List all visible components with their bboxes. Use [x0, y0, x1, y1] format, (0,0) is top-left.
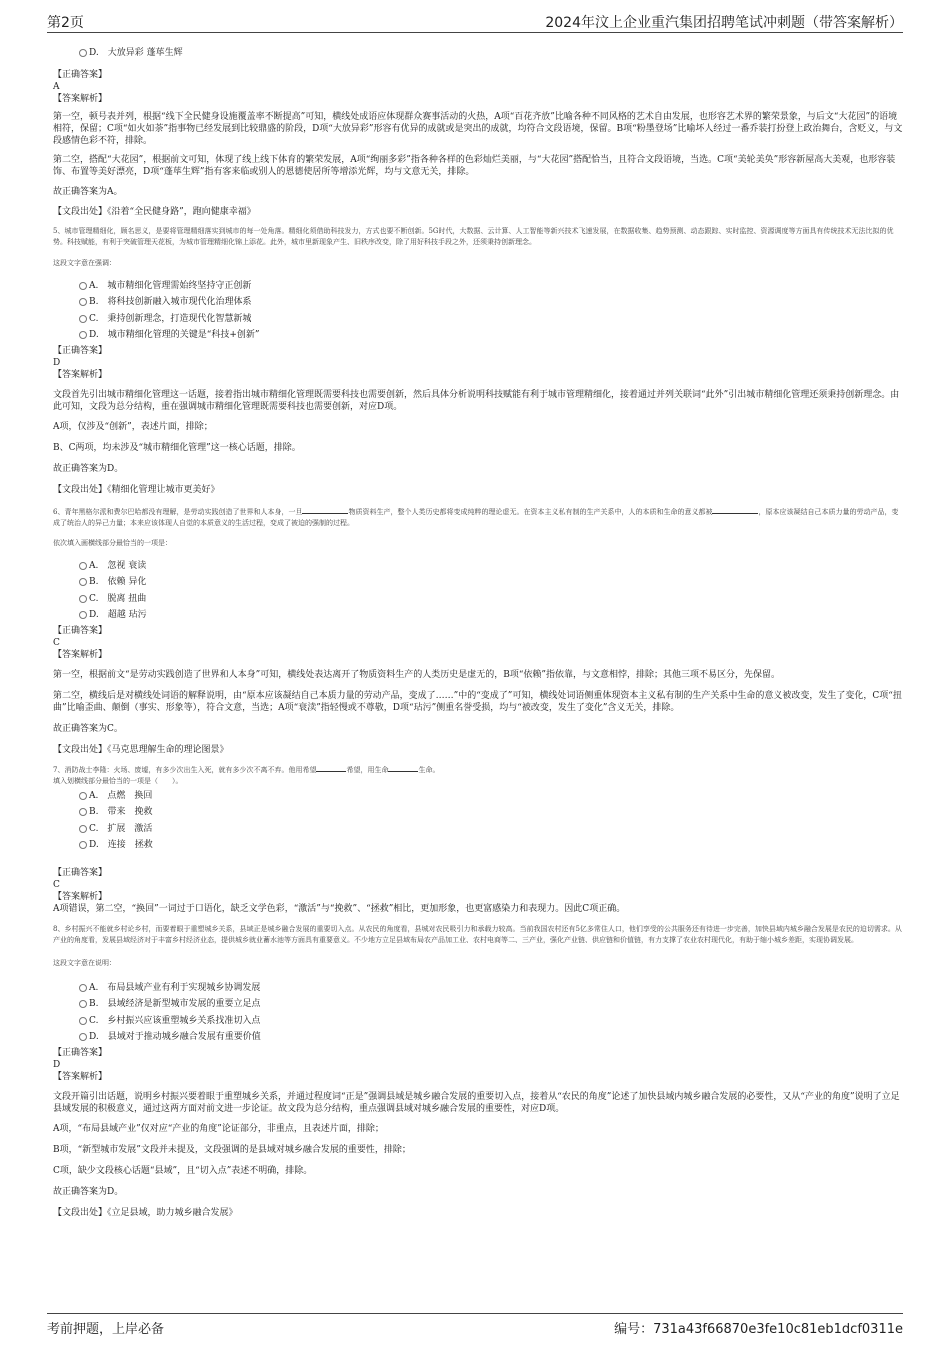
q6-answer-label: 【正确答案】 [53, 625, 108, 636]
fill-blank [302, 506, 348, 514]
q8-analysis-5: 故正确答案为D。 [53, 1186, 124, 1197]
radio-icon[interactable] [79, 808, 87, 816]
q6-analysis-3: 故正确答案为C。 [53, 723, 123, 734]
radio-icon[interactable] [79, 1033, 87, 1041]
q7-option-c[interactable]: C. 扩展 激活 [53, 822, 903, 839]
radio-icon[interactable] [79, 1017, 87, 1025]
q4-answer-label: 【正确答案】 [53, 69, 108, 80]
q8-analysis-1: 文段开篇引出话题，说明乡村振兴要着眼于重塑城乡关系，并通过程度词“正是”强调县域是城乡融合发展的重要切入点，接着从“农民的角度”论述了加快县域内城乡融合发展的必要性，又从“产业的角度”说明了立足县域发展的积极意义，通过这两方面对前文进一步论证。故文段为总分结构，重点强调县域对城乡融合发展的重要性，对应D项。 [53, 1091, 900, 1114]
radio-icon[interactable] [79, 611, 87, 619]
radio-icon[interactable] [79, 595, 87, 603]
q7-analysis-1: A项错误，第二空，“换回”一词过于口语化，缺乏文学色彩，“激活”与“挽救”、“拯救”相比，更加形象，也更富感染力和表现力。因此C项正确。 [53, 903, 626, 914]
q6-analysis-2: 第二空，横线后是对横线处词语的解释说明，由“原本应该凝结自己本质力量的劳动产品，变成了……”中的“变成了”可知，横线处词语侧重体现资本主义私有制的生产关系中生命的意义被改变，发生了变化，C项“扭曲”比喻歪曲、颠倒（事实、形象等），符合文意，当选；A项“衰渎”指轻慢或不尊敬，D项“玷污”侧重名誉受损，均与“被改变，发生了变化”含义无关，排除。 [53, 690, 902, 713]
q4-option-d[interactable]: D. 大放异彩 蓬荜生辉 [53, 46, 903, 63]
q5-stem: 5、城市管理精细化，顾名思义，是要将管理精细落实到城市的每一处角落。精细化须借助科技发力，方式也要不断创新。5G时代，大数据、云计算、人工智能等新兴技术飞速发展，在数据收集、趋势预测、动态跟踪、实时监控、资源调度等方面具有传统技术无法比拟的优势。科技赋能，有利于突破管理天花板，为城市管理精细化锦上添花。此外，城市里新现象产生、旧秩序改变，除了用好科技手段之外，还须秉持创新理念。 [53, 226, 894, 246]
q4-analysis-2: 第二空，搭配“大花园”，根据前文可知，体现了线上线下体育的繁荣发展，A项“绚丽多彩”指各种各样的色彩灿烂美丽，与“大花园”搭配恰当，且符合文段语境，当选。C项“美轮美奂”形容新屋高大美观，也形容装饰、布置等美好漂亮，D项“蓬荜生辉”指有客来临或别人的恩德使居所等增添光辉，均与文意无关，排除。 [53, 154, 896, 177]
radio-icon[interactable] [79, 1000, 87, 1008]
q4-source: 【文段出处】《沿着“全民健身路”，跑向健康幸福》 [53, 206, 256, 217]
page-header [47, 10, 903, 33]
q6-analysis-label: 【答案解析】 [53, 649, 108, 660]
fill-blank [712, 506, 758, 514]
q6-option-d[interactable]: D. 超越 玷污 [53, 608, 903, 625]
q8-option-c[interactable]: C. 乡村振兴应该重塑城乡关系找准切入点 [53, 1014, 903, 1031]
radio-icon[interactable] [79, 562, 87, 570]
fill-blank [388, 764, 418, 772]
q8-option-b[interactable]: B. 县域经济是新型城市发展的重要立足点 [53, 997, 903, 1014]
q6-analysis-1: 第一空，根据前文“是劳动实践创造了世界和人本身”可知，横线处表达离开了物质资料生产的人类历史是虚无的，B项“依赖”指依靠，与文意相悖，排除；其他三项不易区分，先保留。 [53, 669, 781, 680]
q8-analysis-2: A项，“布局县域产业”仅对应“产业的角度”论证部分，非重点，且表述片面，排除； [53, 1123, 384, 1134]
footer-motto: 考前押题，上岸必备 [47, 1322, 165, 1337]
q5-source: 【文段出处】《精细化管理让城市更美好》 [53, 484, 220, 495]
radio-icon[interactable] [79, 792, 87, 800]
q7-stem: 7、消防战士李隆：火场、废墟，有多少次出生入死，就有多少次不离不弃。他用希望 希望，用生命 生命。 [53, 765, 440, 774]
q8-stem: 8、乡村振兴不能就乡村论乡村，而要着眼于重塑城乡关系，县域正是城乡融合发展的重要切入点。从农民的角度看，县城对农民吸引力和承载力较高。当前我国农村还有5亿多常住人口，他们享受的公共服务还有待进一步完善，加快县域内城乡融合发展是农民的迫切需求。从产业的角度看，发展县域经济对于丰富乡村经济业态，提供城乡就业蓄水池等方面具有重要意义。不少地方立足县域布局农产品加工业、农村电商等二、三产业，强化产业链、供应链和价值链，有力支撑了农业农村现代化，有助于缩小城乡差距，实现协调发展。 [53, 924, 902, 944]
q5-prompt: 这段文字意在强调： [53, 258, 116, 267]
q7-answer-label: 【正确答案】 [53, 867, 108, 878]
document-body [53, 42, 903, 1219]
radio-icon[interactable] [79, 984, 87, 992]
q5-option-c[interactable]: C. 秉持创新理念，打造现代化智慧新城 [53, 312, 903, 329]
radio-icon[interactable] [79, 825, 87, 833]
q7-prompt: 填入划横线部分最恰当的一项是（ ）。 [53, 776, 183, 785]
q5-option-b[interactable]: B. 将科技创新融入城市现代化治理体系 [53, 295, 903, 312]
q5-option-d[interactable]: D. 城市精细化管理的关键是“科技+创新” [53, 328, 903, 345]
q6-answer: C [53, 637, 60, 648]
radio-icon[interactable] [79, 282, 87, 290]
q5-answer-label: 【正确答案】 [53, 345, 108, 356]
q5-analysis-4: 故正确答案为D。 [53, 463, 124, 474]
q5-analysis-2: A项，仅涉及“创新”，表述片面，排除； [53, 421, 213, 432]
radio-icon[interactable] [79, 331, 87, 339]
q4-analysis-1: 第一空，顿号表并列，根据“线下全民健身设施覆盖率不断提高”可知，横线处成语应体现群众赛事活动的火热，A项“百花齐放”比喻各种不同风格的艺术自由发展，也形容艺术界的繁荣景象，与后文“大花园”的语境相符，保留；C项“如火如荼”指事物已经发展到比较鼎盛的阶段，D项“大放异彩”形容有优异的成就或是突出的成就，均符合文段语境，保留。B项“粉墨登场”比喻坏人经过一番乔装打扮登上政治舞台，含贬义，与文段感情色彩不符，排除。 [53, 111, 903, 146]
q6-option-b[interactable]: B. 依赖 异化 [53, 575, 903, 592]
q6-option-a[interactable]: A. 忽视 衰读 [53, 559, 903, 576]
q5-analysis-label: 【答案解析】 [53, 369, 108, 380]
page-footer [47, 1313, 903, 1336]
q4-analysis-label: 【答案解析】 [53, 93, 108, 104]
document-title: 2024年汶上企业重汽集团招聘笔试冲刺题（带答案解析） [545, 15, 903, 31]
q7-analysis-label: 【答案解析】 [53, 891, 108, 902]
q5-answer: D [53, 357, 61, 368]
q7-option-a[interactable]: A. 点燃 换回 [53, 789, 903, 806]
q8-prompt: 这段文字意在说明： [53, 958, 116, 967]
q8-analysis-4: C项，缺少文段核心话题“县域”，且“切入点”表述不明确，排除。 [53, 1165, 313, 1176]
q4-answer: A [53, 81, 60, 92]
q5-analysis-1: 文段首先引出城市精细化管理这一话题，接着指出城市精细化管理既需要科技也需要创新，然后具体分析说明科技赋能有利于城市管理精细化，接着通过并列关联词“此外”引出城市精细化管理还须秉持创新理念。由此可知，文段为总分结构，重在强调城市精细化管理既需要科技也需要创新，对应D项。 [53, 389, 900, 412]
radio-icon[interactable] [79, 841, 87, 849]
q6-prompt: 依次填入画横线部分最恰当的一项是： [53, 538, 172, 547]
q8-analysis-3: B项，“新型城市发展”文段并未提及，文段强调的是县域对城乡融合发展的重要性，排除； [53, 1144, 411, 1155]
q8-answer: D [53, 1059, 61, 1070]
radio-icon[interactable] [79, 315, 87, 323]
q8-option-d[interactable]: D. 县域对于推动城乡融合发展有重要价值 [53, 1030, 903, 1047]
q8-option-a[interactable]: A. 布局县域产业有利于实现城乡协调发展 [53, 981, 903, 998]
q7-option-b[interactable]: B. 带来 挽救 [53, 805, 903, 822]
q8-answer-label: 【正确答案】 [53, 1047, 108, 1058]
q4-analysis-3: 故正确答案为A。 [53, 186, 123, 197]
q5-analysis-3: B、C两项，均未涉及“城市精细化管理”这一核心话题，排除。 [53, 442, 301, 453]
q8-analysis-label: 【答案解析】 [53, 1071, 108, 1082]
radio-icon[interactable] [79, 49, 87, 57]
document-code: 编号：731a43f66870e3fe10c81eb1dcf0311e [614, 1322, 903, 1337]
q6-stem: 6、青年黑格尔派和费尔巴哈都没有理解，是劳动实践创造了世界和人本身，一旦 物质资料生产，整个人类历史都将变成纯粹的理论虚无。在资本主义私有制的生产关系中，人的本质和生命的意义都被 ，原本应该凝结自己本质力量的劳动产品，变成了统治人的异己力量；本来应该体现人自觉的本质意义的生活过程，变成了被迫的强制的过程。 [53, 507, 899, 527]
radio-icon[interactable] [79, 578, 87, 586]
page-number: 第2页 [47, 15, 84, 31]
q7-option-d[interactable]: D. 连接 拯救 [53, 838, 903, 855]
q6-source: 【文段出处】《马克思理解生命的理论图景》 [53, 744, 229, 755]
radio-icon[interactable] [79, 298, 87, 306]
q7-answer: C [53, 879, 60, 890]
fill-blank [316, 764, 346, 772]
q8-source: 【文段出处】《立足县域，助力城乡融合发展》 [53, 1207, 238, 1218]
q5-option-a[interactable]: A. 城市精细化管理需始终坚持守正创新 [53, 279, 903, 296]
q6-option-c[interactable]: C. 脱离 扭曲 [53, 592, 903, 609]
